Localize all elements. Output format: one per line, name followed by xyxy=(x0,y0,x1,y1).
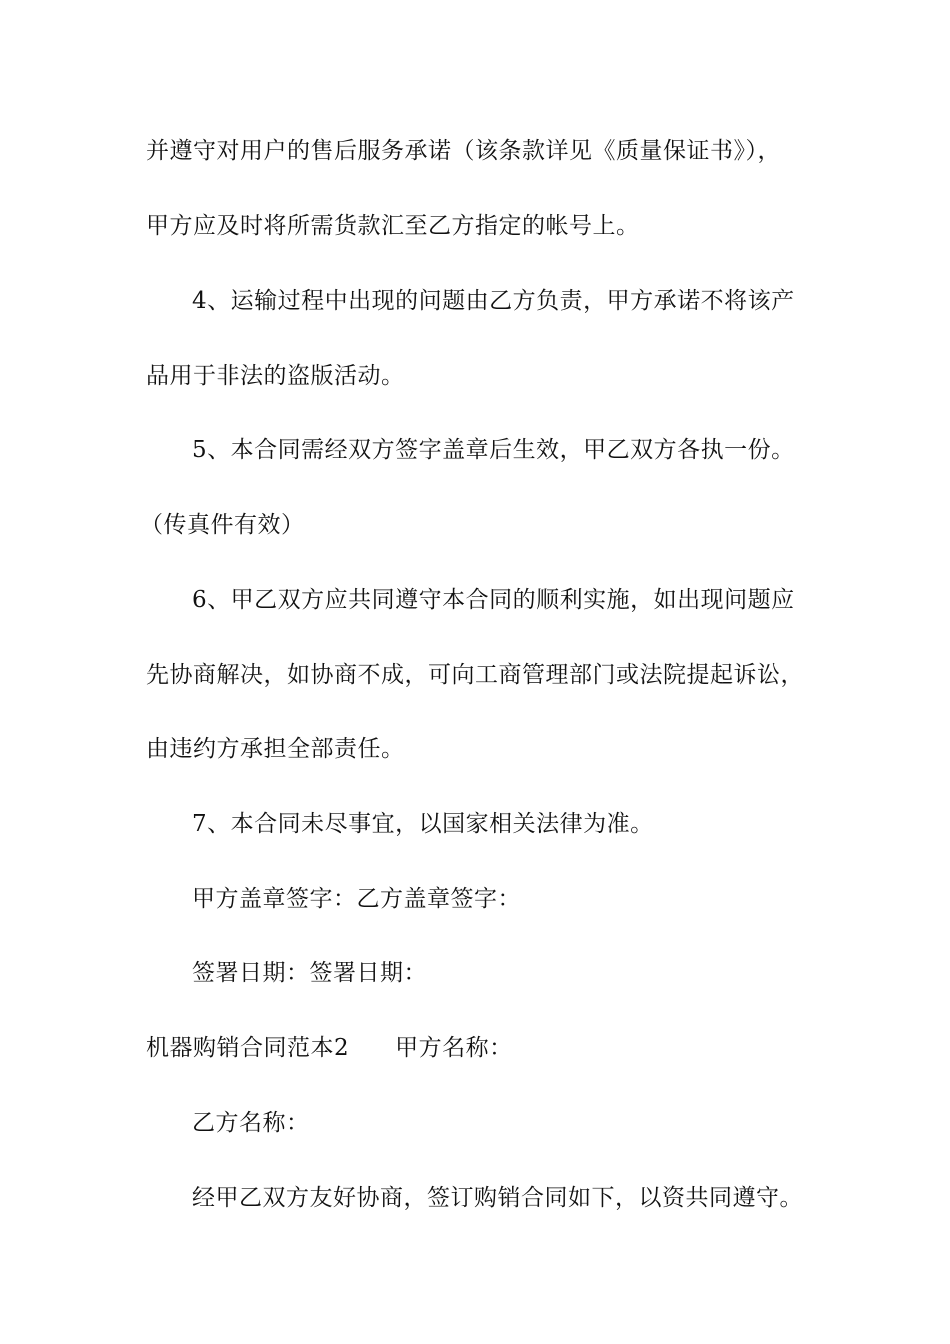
party-b-label: 乙方名称： xyxy=(192,1110,310,1136)
paragraph-line: 品用于非法的盗版活动。 xyxy=(146,363,405,389)
closing-line: 经甲乙双方友好协商，签订购销合同如下，以资共同遵守。 xyxy=(192,1185,803,1211)
clause-7-line: 7、本合同未尽事宜，以国家相关法律为准。 xyxy=(192,811,654,837)
section-title-row xyxy=(146,1033,513,1063)
section-title: 机器购销合同范本2 xyxy=(146,1035,350,1061)
signature-line: 甲方盖章签字：乙方盖章签字： xyxy=(192,886,521,912)
paragraph-line: （传真件有效） xyxy=(140,512,305,538)
clause-4-line: 4、运输过程中出现的问题由乙方负责，甲方承诺不将该产 xyxy=(192,288,795,314)
clause-5-line: 5、本合同需经双方签字盖章后生效，甲乙双方各执一份。 xyxy=(192,437,795,463)
paragraph-line: 先协商解决，如协商不成，可向工商管理部门或法院提起诉讼， xyxy=(146,662,804,688)
paragraph-line: 由违约方承担全部责任。 xyxy=(146,736,405,762)
paragraph-line: 并遵守对用户的售后服务承诺（该条款详见《质量保证书》）， xyxy=(146,138,781,164)
signing-date-line: 签署日期：签署日期： xyxy=(192,960,427,986)
party-a-label: 甲方名称： xyxy=(395,1035,513,1061)
clause-6-line: 6、甲乙双方应共同遵守本合同的顺利实施，如出现问题应 xyxy=(192,587,795,613)
paragraph-line: 甲方应及时将所需货款汇至乙方指定的帐号上。 xyxy=(146,213,640,239)
